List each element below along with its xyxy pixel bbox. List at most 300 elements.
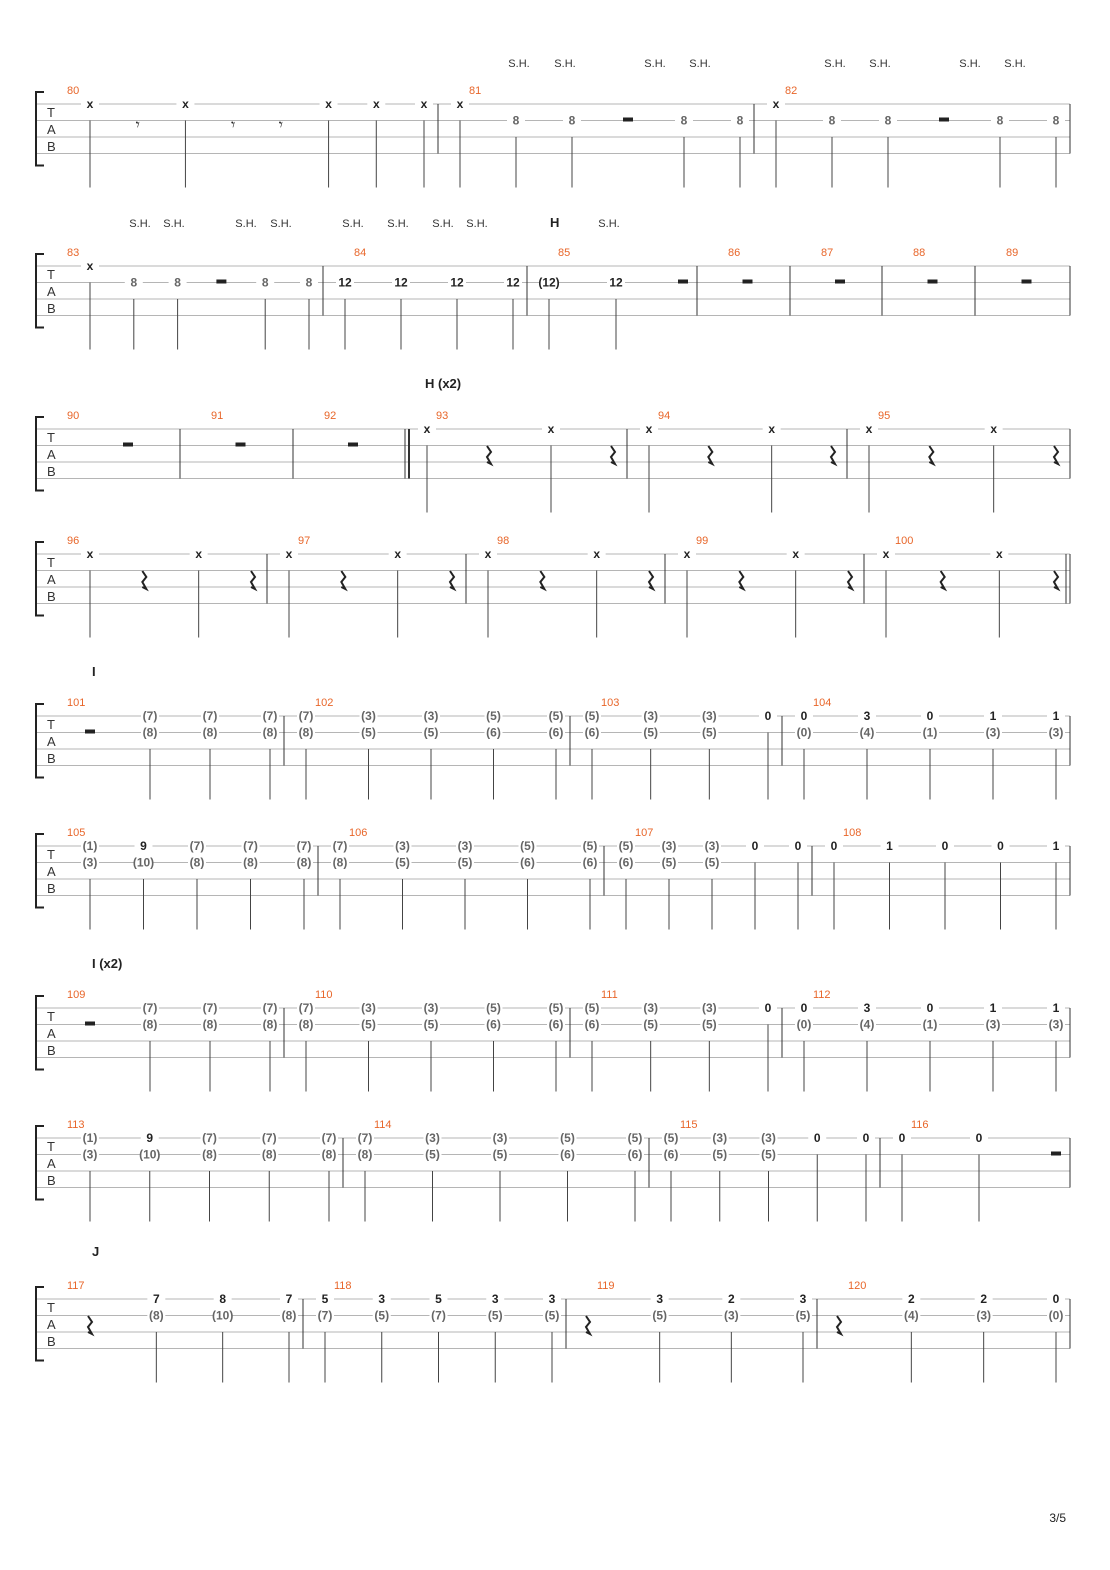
fret-number: (7) — [298, 1001, 314, 1015]
fret-number: (8) — [298, 725, 314, 740]
fret-number: (6) — [560, 1147, 575, 1162]
measure-number: 81 — [469, 85, 482, 97]
fret-number: x — [882, 547, 890, 561]
fret-number: (3) — [492, 1131, 508, 1145]
fret-number: (10) — [211, 1308, 234, 1323]
fret-number: (5) — [487, 1308, 503, 1323]
tab-clef-letter: B — [47, 1173, 56, 1188]
measure-number: 101 — [67, 697, 86, 709]
system-bracket — [36, 834, 44, 908]
rest-symbol — [450, 571, 454, 589]
fret-number: (4) — [903, 1308, 919, 1323]
measure — [479, 535, 653, 638]
fret-number: 0 — [1052, 1292, 1060, 1306]
fret-number: (3) — [361, 1001, 376, 1015]
fret-number: (7) — [298, 709, 314, 723]
tab-clef-letter: B — [47, 464, 56, 479]
fret-number: (10) — [139, 1147, 161, 1162]
fret-number: (6) — [584, 725, 600, 740]
fret-number: (5) — [361, 725, 376, 740]
slap-hammer-label: S.H. — [129, 218, 151, 230]
measure — [728, 247, 753, 284]
measure — [67, 697, 279, 800]
fret-number: (5) — [584, 709, 600, 723]
fret-number: 0 — [751, 839, 759, 853]
tab-clef-letter: B — [47, 751, 56, 766]
measure — [316, 1280, 561, 1383]
measure — [67, 827, 313, 930]
measure — [586, 1280, 812, 1383]
tab-clef-letter: A — [47, 1156, 56, 1171]
tab-system — [36, 1119, 1070, 1222]
tab-clef-letter: B — [47, 1334, 56, 1349]
fret-number: 0 — [800, 709, 808, 723]
rest-symbol — [348, 443, 358, 447]
slap-hammer-label: S.H. — [270, 218, 292, 230]
fret-number: (3) — [1048, 1017, 1064, 1032]
system-bracket — [36, 92, 44, 166]
rest-symbol — [341, 571, 345, 589]
fret-number: 0 — [862, 1131, 870, 1145]
rest-symbol: 𝄾 — [278, 115, 283, 134]
measure — [67, 1280, 298, 1383]
fret-number: (3) — [423, 709, 439, 723]
fret-number: (5) — [618, 839, 634, 853]
fret-number: x — [645, 422, 653, 436]
tab-system — [36, 376, 1070, 513]
tab-system — [36, 1244, 1070, 1383]
fret-number: 8 — [174, 275, 181, 290]
measure-number: 114 — [374, 1119, 392, 1131]
slap-hammer-label: S.H. — [432, 218, 454, 230]
measure-number: 88 — [913, 247, 926, 259]
fret-number: (7) — [202, 1001, 218, 1015]
fret-number: x — [768, 422, 776, 436]
fret-number: x — [683, 547, 691, 561]
fret-number: (5) — [395, 855, 410, 870]
section-marker: H (x2) — [425, 376, 462, 391]
measure-number: 96 — [67, 535, 80, 547]
rest-symbol — [928, 280, 938, 284]
measure — [211, 410, 246, 447]
fret-number: 8 — [219, 1292, 227, 1306]
fret-number: 8 — [1052, 113, 1060, 128]
measure — [67, 85, 433, 188]
tab-clef-letter: A — [47, 447, 56, 462]
fret-number: (5) — [425, 1147, 440, 1162]
measure — [67, 1119, 338, 1222]
fret-number: (5) — [761, 1147, 776, 1162]
measure-number: 120 — [848, 1280, 867, 1292]
measure — [67, 989, 279, 1092]
fret-number: (3) — [361, 709, 376, 723]
rest-symbol — [85, 1022, 95, 1026]
measure-number: 83 — [67, 247, 80, 259]
measure — [795, 989, 1065, 1092]
measure — [297, 697, 565, 800]
measure — [893, 1119, 1061, 1222]
rest-symbol — [739, 571, 743, 589]
fret-number: x — [86, 259, 94, 273]
measure — [877, 535, 1058, 638]
fret-number: 0 — [941, 839, 949, 853]
rest-symbol — [611, 446, 615, 464]
fret-number: (5) — [374, 1308, 390, 1323]
fret-number: (3) — [712, 1131, 728, 1145]
fret-number: 2 — [727, 1292, 735, 1306]
rest-symbol — [216, 280, 226, 284]
fret-number: x — [86, 547, 94, 561]
fret-number: (6) — [548, 1017, 564, 1032]
fret-number: 12 — [450, 275, 464, 290]
fret-number: 1 — [1052, 1001, 1060, 1015]
fret-number: 0 — [764, 709, 772, 723]
fret-number: (8) — [148, 1308, 164, 1323]
system-bracket — [36, 417, 44, 491]
slap-hammer-label: S.H. — [554, 58, 576, 70]
rest-symbol: 𝄾 — [135, 115, 140, 134]
fret-number: (5) — [663, 1131, 679, 1145]
measure — [356, 1119, 644, 1222]
tab-clef-letter: B — [47, 881, 56, 896]
fret-number: (8) — [262, 1017, 278, 1032]
section-marker: I — [92, 664, 96, 679]
fret-number: (7) — [317, 1308, 333, 1323]
fret-number: (5) — [584, 1001, 600, 1015]
measure — [678, 535, 852, 638]
fret-number: (8) — [261, 1147, 277, 1162]
fret-number: (8) — [262, 725, 278, 740]
fret-number: 3 — [799, 1292, 807, 1306]
fret-number: 1 — [886, 839, 893, 853]
system-bracket — [36, 704, 44, 778]
fret-number: 2 — [980, 1292, 988, 1306]
slap-hammer-label: S.H. — [689, 58, 711, 70]
measure — [280, 535, 454, 638]
fret-number: 12 — [394, 275, 408, 290]
fret-number: (5) — [423, 1017, 439, 1032]
measure-number: 85 — [558, 247, 571, 259]
fret-number: (5) — [492, 1147, 508, 1162]
fret-number: 12 — [609, 275, 623, 290]
rest-symbol — [623, 118, 633, 122]
section-marker: J — [92, 1244, 100, 1259]
tab-clef-letter: T — [47, 267, 55, 282]
fret-number: 0 — [813, 1131, 821, 1145]
system-bracket — [36, 1126, 44, 1200]
fret-number: (5) — [652, 1308, 668, 1323]
fret-number: 0 — [800, 1001, 808, 1015]
rest-symbol — [1054, 571, 1058, 589]
measure — [331, 827, 599, 930]
measure-number: 100 — [895, 535, 914, 547]
fret-number: (8) — [243, 855, 258, 870]
fret-number: (0) — [796, 725, 812, 740]
fret-number: 3 — [491, 1292, 499, 1306]
fret-number: x — [195, 547, 203, 561]
fret-number: (5) — [795, 1308, 811, 1323]
fret-number: (7) — [262, 1001, 278, 1015]
fret-number: (8) — [202, 1147, 217, 1162]
measure-number: 106 — [349, 827, 368, 839]
tab-clef-letter: B — [47, 1043, 56, 1058]
fret-number: (5) — [361, 1017, 376, 1032]
fret-number: (5) — [423, 725, 439, 740]
fret-number: 8 — [261, 275, 269, 290]
rest-symbol — [251, 571, 255, 589]
rest-symbol — [88, 1316, 92, 1334]
fret-number: (7) — [189, 839, 205, 853]
fret-number: x — [547, 422, 555, 436]
measure-number: 95 — [878, 410, 891, 422]
measure — [825, 827, 1065, 930]
fret-number: 8 — [828, 113, 836, 128]
fret-number: (6) — [486, 725, 501, 740]
fret-number: 0 — [926, 1001, 934, 1015]
fret-number: 0 — [898, 1131, 906, 1145]
measure — [1006, 247, 1032, 284]
fret-number: 0 — [926, 709, 934, 723]
measure-number: 113 — [67, 1119, 85, 1131]
fret-number: 1 — [1052, 839, 1060, 853]
section-marker: I (x2) — [92, 956, 123, 971]
measure — [336, 247, 522, 350]
measure-number: 117 — [67, 1280, 85, 1292]
system-bracket — [36, 254, 44, 328]
fret-number: (6) — [618, 855, 634, 870]
fret-number: (5) — [560, 1131, 575, 1145]
rest-symbol — [848, 571, 852, 589]
measure-number: 108 — [843, 827, 862, 839]
measure-number: 84 — [354, 247, 367, 259]
system-bracket — [36, 1287, 44, 1361]
rest-symbol — [831, 446, 835, 464]
fret-number: (3) — [701, 1001, 717, 1015]
fret-number: (5) — [627, 1131, 643, 1145]
tab-clef-letter: T — [47, 1009, 55, 1024]
fret-number: (7) — [243, 839, 258, 853]
fret-number: 3 — [863, 1001, 871, 1015]
fret-number: 3 — [548, 1292, 556, 1306]
fret-number: (6) — [584, 1017, 600, 1032]
fret-number: 1 — [989, 709, 997, 723]
measure-number: 104 — [813, 697, 832, 709]
measure-number: 107 — [635, 827, 654, 839]
measure — [821, 247, 845, 284]
tab-clef-letter: T — [47, 1300, 55, 1315]
slap-hammer-label: S.H. — [387, 218, 409, 230]
fret-number: x — [86, 97, 94, 111]
fret-number: (3) — [425, 1131, 440, 1145]
fret-number: 8 — [130, 275, 138, 290]
rest-symbol — [1054, 446, 1058, 464]
rest-symbol — [85, 730, 95, 734]
fret-number: (3) — [661, 839, 677, 853]
fret-number: x — [325, 97, 332, 111]
fret-number: (7) — [142, 709, 158, 723]
tab-clef-letter: A — [47, 122, 56, 137]
measure — [795, 697, 1065, 800]
rest-symbol — [743, 280, 753, 284]
fret-number: x — [484, 547, 492, 561]
fret-number: (3) — [761, 1131, 776, 1145]
measure — [67, 410, 133, 447]
fret-number: x — [995, 547, 1003, 561]
fret-number: 3 — [656, 1292, 664, 1306]
fret-number: (4) — [859, 1017, 875, 1032]
fret-number: 8 — [884, 113, 892, 128]
tab-clef-letter: T — [47, 717, 55, 732]
measure — [913, 247, 938, 284]
measure — [418, 410, 615, 513]
fret-number: (5) — [457, 855, 473, 870]
fret-number: (7) — [357, 1131, 373, 1145]
fret-number: x — [182, 97, 189, 111]
fret-number: 9 — [140, 839, 147, 853]
fret-number: 8 — [305, 275, 313, 290]
slap-hammer-label: S.H. — [466, 218, 488, 230]
fret-number: (7) — [296, 839, 312, 853]
measure — [640, 410, 835, 513]
rest-symbol — [939, 118, 949, 122]
measure — [617, 827, 807, 930]
fret-number: (5) — [548, 709, 564, 723]
section-marker: H — [550, 215, 560, 230]
measure — [767, 85, 1065, 188]
fret-number: (6) — [582, 855, 598, 870]
measure-number: 92 — [324, 410, 337, 422]
measure — [583, 989, 777, 1092]
fret-number: 12 — [338, 275, 352, 290]
slap-hammer-label: S.H. — [959, 58, 981, 70]
slap-hammer-label: S.H. — [598, 218, 620, 230]
tab-clef-letter: T — [47, 555, 55, 570]
measure-number: 94 — [658, 410, 671, 422]
measure-number: 105 — [67, 827, 86, 839]
fret-number: (3) — [704, 839, 720, 853]
fret-number: (8) — [296, 855, 312, 870]
fret-number: (3) — [1048, 725, 1064, 740]
fret-number: (3) — [395, 839, 410, 853]
rest-symbol — [236, 443, 246, 447]
fret-number: x — [792, 547, 800, 561]
fret-number: (5) — [486, 709, 501, 723]
tab-clef-letter: T — [47, 105, 55, 120]
fret-number: x — [456, 97, 464, 111]
tab-system — [36, 535, 1070, 638]
fret-number: (7) — [142, 1001, 158, 1015]
fret-number: (5) — [548, 1001, 564, 1015]
measure-number: 91 — [211, 410, 224, 422]
fret-number: 0 — [764, 1001, 772, 1015]
measure-number: 102 — [315, 697, 334, 709]
tab-clef-letter: A — [47, 572, 56, 587]
fret-number: (3) — [82, 855, 98, 870]
measure — [324, 410, 358, 447]
fret-number: 8 — [680, 113, 688, 128]
fret-number: x — [372, 97, 380, 111]
rest-symbol: 𝄾 — [231, 115, 236, 134]
measure-number: 112 — [813, 989, 831, 1001]
fret-number: 3 — [863, 709, 871, 723]
fret-number: 2 — [907, 1292, 915, 1306]
fret-number: (3) — [723, 1308, 739, 1323]
measure — [662, 1119, 875, 1222]
fret-number: 1 — [1052, 709, 1060, 723]
fret-number: (6) — [486, 1017, 501, 1032]
measure-number: 115 — [680, 1119, 698, 1131]
tab-clef-letter: A — [47, 1026, 56, 1041]
slap-hammer-label: S.H. — [235, 218, 257, 230]
fret-number: (8) — [357, 1147, 373, 1162]
measure-number: 103 — [601, 697, 620, 709]
fret-number: (8) — [298, 1017, 314, 1032]
measure — [67, 535, 255, 638]
measure-number: 89 — [1006, 247, 1019, 259]
measure-number: 111 — [601, 989, 618, 1001]
rest-symbol — [929, 446, 933, 464]
rest-symbol — [1022, 280, 1032, 284]
rest-symbol — [678, 280, 688, 284]
fret-number: (7) — [321, 1131, 337, 1145]
tab-clef-letter: T — [47, 1139, 55, 1154]
measure-number: 90 — [67, 410, 80, 422]
measure-number: 110 — [315, 989, 333, 1001]
rest-symbol — [1051, 1152, 1061, 1156]
fret-number: (7) — [431, 1308, 446, 1323]
rest-symbol — [540, 571, 544, 589]
system-bracket — [36, 996, 44, 1070]
fret-number: (1) — [922, 725, 938, 740]
fret-number: (12) — [538, 275, 560, 290]
fret-number: (0) — [796, 1017, 812, 1032]
tab-system — [36, 58, 1070, 188]
rest-symbol — [837, 1316, 841, 1334]
measure — [837, 1280, 1065, 1383]
rest-symbol — [142, 571, 146, 589]
tab-clef-letter: A — [47, 1317, 56, 1332]
measure-number: 99 — [696, 535, 709, 547]
fret-number: (3) — [643, 1001, 659, 1015]
fret-number: 7 — [285, 1292, 293, 1306]
fret-number: (8) — [189, 855, 205, 870]
tab-system — [36, 664, 1070, 800]
fret-number: x — [593, 547, 601, 561]
fret-number: (8) — [202, 1017, 218, 1032]
rest-symbol — [649, 571, 653, 589]
fret-number: 1 — [989, 1001, 997, 1015]
fret-number: (5) — [701, 725, 717, 740]
fret-number: (5) — [544, 1308, 560, 1323]
fret-number: 8 — [512, 113, 520, 128]
measure-number: 86 — [728, 247, 741, 259]
tab-system — [36, 827, 1070, 930]
fret-number: (5) — [582, 839, 598, 853]
fret-number: (7) — [262, 709, 278, 723]
tab-clef-letter: A — [47, 734, 56, 749]
fret-number: (10) — [132, 855, 155, 870]
tab-clef-letter: T — [47, 430, 55, 445]
measure — [297, 989, 565, 1092]
fret-number: 0 — [794, 839, 802, 853]
fret-number: (5) — [712, 1147, 728, 1162]
fret-number: 0 — [997, 839, 1004, 853]
measure-number: 116 — [911, 1119, 929, 1131]
rest-symbol — [835, 280, 845, 284]
fret-number: (8) — [321, 1147, 337, 1162]
fret-number: x — [423, 422, 431, 436]
fret-number: 7 — [152, 1292, 160, 1306]
